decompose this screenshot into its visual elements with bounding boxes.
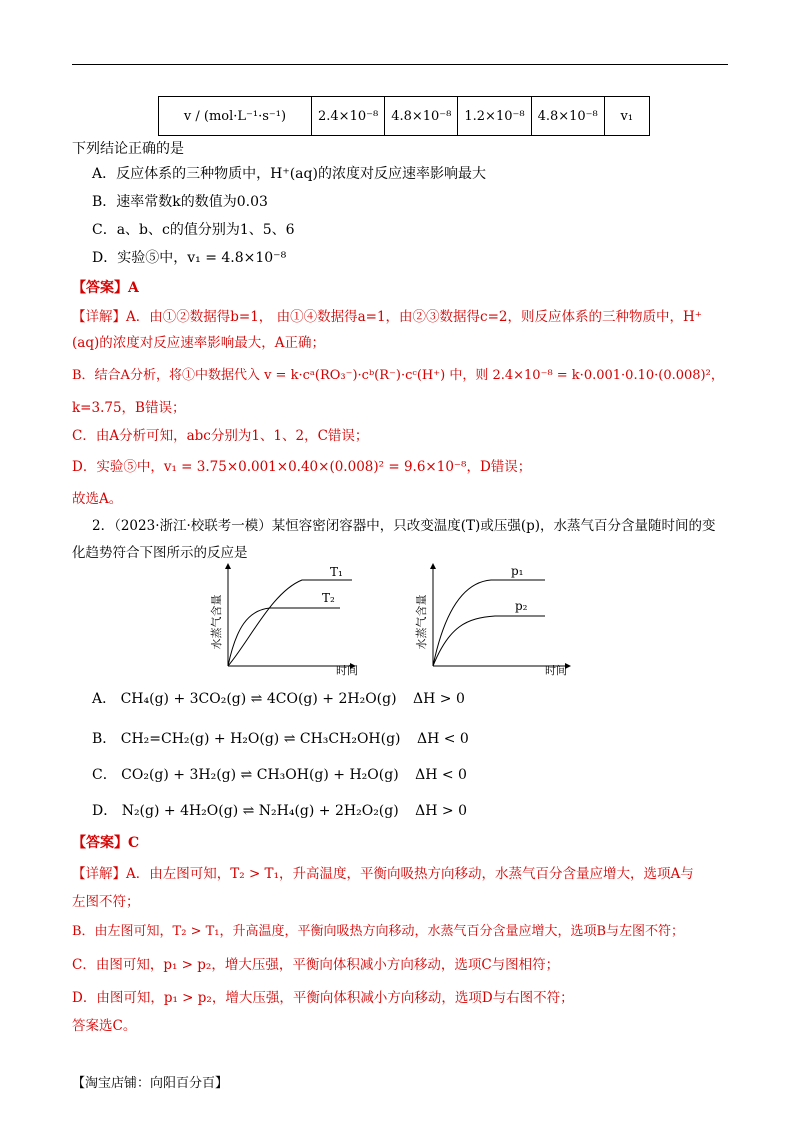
y-axis-label: 水蒸气含量 — [210, 594, 223, 650]
x-axis-label: 时间 — [545, 664, 567, 676]
option-label: C． — [92, 767, 117, 783]
option-c: C．a、b、c的值分别为1、5、6 — [92, 222, 295, 238]
question-stem: 化趋势符合下图所示的反应是 — [72, 545, 248, 561]
equation: CH₄(g) + 3CO₂(g) ⇌ 4CO(g) + 2H₂O(g) — [120, 691, 397, 707]
detail-line: D．由图可知，p₁ > p₂，增大压强，平衡向体积减小方向移动，选项D与右图不符； — [72, 990, 574, 1006]
curve-label-p2: p₂ — [515, 599, 528, 613]
curve-p1 — [433, 580, 545, 666]
curve-p2 — [433, 616, 545, 666]
detail-line: k=3.75，B错误； — [72, 400, 186, 416]
table-cell: v₁ — [604, 97, 649, 136]
option-a: A．反应体系的三种物质中，H⁺(aq)的浓度对反应速率影响最大 — [92, 166, 486, 182]
detail-line: C．由图可知，p₁ > p₂，增大压强，平衡向体积减小方向移动，选项C与图相符； — [72, 957, 560, 973]
detail-line: 【详解】A．由①②数据得b=1， 由①④数据得a=1，由②③数据得c=2，则反应体系的三种物质中，H⁺ — [72, 309, 702, 325]
option-label: B． — [92, 731, 117, 747]
graph-temperature — [200, 560, 370, 676]
enthalpy: ΔH > 0 — [413, 691, 465, 707]
option-d — [92, 800, 467, 820]
detail-line: 左图不符； — [72, 894, 140, 910]
option-label: D． — [92, 803, 118, 819]
enthalpy: ΔH < 0 — [416, 731, 469, 747]
table-cell: 2.4×10⁻⁸ — [312, 97, 385, 136]
x-axis-label: 时间 — [336, 664, 358, 676]
option-d: D．实验⑤中，v₁ = 4.8×10⁻⁸ — [92, 250, 287, 266]
detail-line: 故选A。 — [72, 491, 123, 507]
detail-line: B．结合A分析，将①中数据代入 v = k·cᵃ(RO₃⁻)·cᵇ(R⁻)·cᶜ(H⁺) 中，则 2.4×10⁻⁸ = k·0.001·0.10·(0.008)²， — [72, 368, 724, 383]
option-a — [92, 688, 465, 708]
detail-line: B．由左图可知，T₂ > T₁，升高温度，平衡向吸热方向移动，水蒸气百分含量应增大，选项B与左图不符； — [72, 924, 685, 939]
question-prompt: 下列结论正确的是 — [72, 141, 184, 157]
option-b: B．速率常数k的数值为0.03 — [92, 194, 268, 210]
answer-label: 【答案】A — [72, 280, 139, 296]
detail-line: D．实验⑤中，v₁ = 3.75×0.001×0.40×(0.008)² = 9.6×10⁻⁸，D错误； — [72, 459, 532, 475]
enthalpy: ΔH < 0 — [415, 767, 467, 783]
curve-label-p1: p₁ — [511, 564, 524, 578]
option-label: A． — [92, 691, 117, 707]
detail-line: 答案选C。 — [72, 1018, 137, 1034]
detail-line: (aq)的浓度对反应速率影响最大，A正确； — [72, 335, 325, 351]
curve-t2 — [228, 608, 340, 666]
equation: CO₂(g) + 3H₂(g) ⇌ CH₃OH(g) + H₂O(g) — [121, 767, 399, 783]
table-cell: 1.2×10⁻⁸ — [458, 97, 531, 136]
footer-text: 【淘宝店铺：向阳百分百】 — [72, 1076, 229, 1091]
detail-line: C．由A分析可知，abc分别为1、1、2，C错误； — [72, 428, 369, 444]
equation: CH₂=CH₂(g) + H₂O(g) ⇌ CH₃CH₂OH(g) — [120, 731, 401, 747]
option-c — [92, 764, 467, 784]
table-cell: 4.8×10⁻⁸ — [385, 97, 458, 136]
header-rule — [72, 64, 728, 65]
detail-line: 【详解】A．由左图可知，T₂ > T₁，升高温度，平衡向吸热方向移动，水蒸气百分含量应增大，选项A与 — [72, 866, 694, 882]
table-header-cell: v / (mol·L⁻¹·s⁻¹) — [159, 97, 312, 136]
rate-table — [158, 96, 650, 136]
enthalpy: ΔH > 0 — [415, 803, 468, 819]
curve-label-t1: T₁ — [330, 565, 343, 579]
option-b — [92, 728, 469, 748]
question-stem: 2．（2023·浙江·校联考一模）某恒容密闭容器中，只改变温度(T)或压强(p)，水蒸气百分含量随时间的变 — [92, 518, 716, 534]
curve-label-t2: T₂ — [322, 591, 335, 605]
graph-pressure — [405, 560, 585, 676]
equation: N₂(g) + 4H₂O(g) ⇌ N₂H₄(g) + 2H₂O₂(g) — [121, 803, 399, 819]
y-axis-label: 水蒸气含量 — [415, 594, 428, 650]
table-row — [159, 97, 650, 136]
answer-label: 【答案】C — [72, 835, 140, 851]
table-cell: 4.8×10⁻⁸ — [531, 97, 604, 136]
